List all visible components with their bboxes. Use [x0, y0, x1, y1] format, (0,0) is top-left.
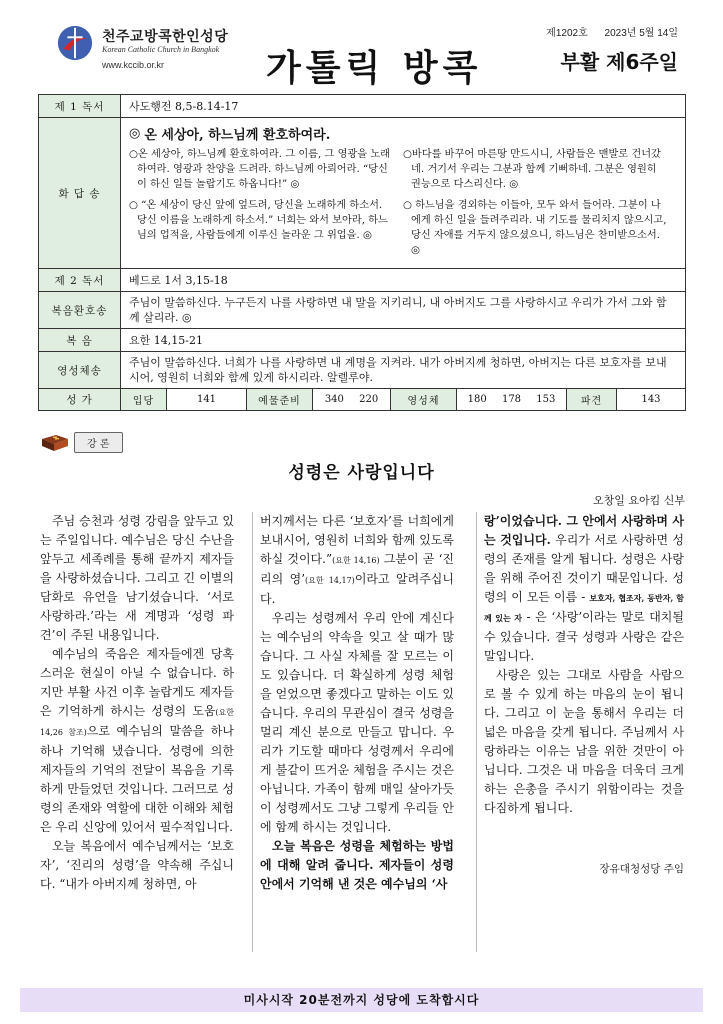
- communion-hymn: 178: [501, 394, 522, 405]
- text-span: 이라고 알려주십니다.: [260, 572, 454, 606]
- sermon-paragraph: [40, 645, 234, 837]
- sermon-paragraph: 주님 승천과 성령 강림을 앞두고 있는 주일입니다. 예수님은 당신 수난을 앞두고 세족례를 통해 끝까지 제자들을 사랑하셨습니다. 그리고 긴 이별의 담화로 유언을 남기셨습니다. ‘서로 사랑하라.’라는 새 계명과 ‘성령 파견’이 주된 내용입니다.: [40, 514, 234, 642]
- page-title: 가톨릭 방콕: [266, 48, 483, 89]
- text-span: 그분이 곧 ‘진리의 영’: [260, 552, 454, 586]
- sermon-author: 오창일 요아킴 신부: [592, 494, 685, 507]
- church-name-english: Korean Catholic Church in Bangkok: [102, 45, 220, 54]
- communion-hymns: [457, 389, 567, 411]
- sermon-title: 성령은 사랑입니다: [288, 463, 435, 483]
- entrance-hymn: 141: [167, 389, 247, 411]
- spirit-names: 보호자, 협조자, 동반자, 함께 있는 자: [484, 593, 684, 623]
- sermon-paragraph: 오늘 복음에서 예수님께서는 ‘보호자’, ‘진리의 성령’을 약속해 주십니다. “내가 아버지께 청하면, 아: [40, 839, 234, 891]
- communion-hymn: 180: [467, 394, 487, 405]
- reading1-row: [39, 95, 686, 118]
- liturgy-table: [38, 94, 686, 411]
- footer-notice: 미사시작 20분전까지 성당에 도착합시다: [20, 988, 703, 1012]
- hymn-row: [39, 389, 686, 411]
- entrance-label: 입당: [121, 389, 167, 411]
- psalm-verse: ○ 하느님을 경외하는 이들아, 모두 와서 들어라. 그분이 나에게 하신 일을 들려주리라. 내 기도를 물리치지 않으시고, 당신 자애를 거두지 않으셨으니, 하느님은 찬미받으소서. ◎: [403, 200, 667, 256]
- sermon-tag: [40, 432, 123, 453]
- reading1-value: 사도행전 8,5-8.14-17: [121, 95, 686, 118]
- refrain-text: 온 세상아, 하느님께 환호하여라.: [144, 128, 331, 143]
- recessional-hymn: 143: [617, 389, 686, 411]
- psalm-row: [39, 118, 686, 269]
- text-span: 버지께서는 다른 ‘보호자’를 너희에게 보내시어, 영원히 너희와 함께 있도록 하실 것이다.”: [260, 514, 454, 566]
- text-span: 랑’이었습니다. 그 안에서 사랑하며 사는 것입니다.: [484, 514, 684, 547]
- alleluia-row: [39, 292, 686, 329]
- scripture-ref: (요한 14,26 참조): [40, 708, 234, 737]
- sermon-column-2: [260, 512, 454, 894]
- psalm-label: 화 답 송: [39, 118, 121, 269]
- text-span: 예수님의 죽음은 제자들에겐 당혹스러운 현실이 아닐 수 없습니다. 하지만 부활 사건 이후 놀랍게도 제자들은 기억하게 하시는 성령의 도움: [40, 647, 234, 718]
- sermon-column-1: [40, 512, 234, 894]
- gospel-label: 복 음: [39, 329, 121, 352]
- scripture-ref: (요한 14,17): [305, 576, 355, 585]
- scripture-ref: (요한 14,16): [332, 556, 380, 565]
- alleluia-value: 주님이 말씀하신다. 누구든지 나를 사랑하면 내 말을 지키리니, 내 아버지도 그를 사랑하시고 우리가 가서 그와 함께 살리라. ◎: [121, 292, 686, 329]
- psalm-refrain: [129, 124, 677, 143]
- sermon-paragraph: [260, 512, 454, 609]
- website-link[interactable]: www.kccib.or.kr: [102, 60, 165, 70]
- offertory-label: 예물준비: [247, 389, 313, 411]
- text-span: 우리가 서로 사랑하면 성령의 존재를 알게 됩니다. 성령은 사랑을 위해 주어진 것이기 때문입니다. 성령의 이 모든 이름 -: [484, 533, 684, 604]
- hymn-label: 성 가: [39, 389, 121, 411]
- sermon-paragraph: [484, 512, 684, 666]
- refrain-mark: ◎: [129, 126, 141, 141]
- gospel-row: [39, 329, 686, 352]
- psalm-verse: ○바다를 바꾸어 마른땅 만드시니, 사람들은 맨발로 건너갔네. 거기서 우리는 그분과 함께 기뻐하네. 그분은 영원히 권능으로 다스리신다. ◎: [403, 149, 661, 190]
- communion-label: 영성체: [391, 389, 457, 411]
- offertory-hymn: 220: [359, 394, 379, 405]
- sermon-paragraph: 오늘 복음은 성령을 체험하는 방법에 대해 알려 줍니다. 제자들이 성령 안에서 기억해 낸 것은 예수님의 ‘사: [260, 839, 454, 891]
- liturgical-week: 부활 제6주일: [560, 50, 678, 74]
- church-logo-icon: [56, 24, 94, 62]
- column-divider: [252, 512, 253, 952]
- text-span: - 은 ‘사랑’이라는 말로 대치될 수 있습니다. 결국 성령과 사랑은 같은 말입니다.: [484, 610, 684, 663]
- sermon-paragraph: 사랑은 있는 그대로 사람을 사람으로 볼 수 있게 하는 마음의 눈이 됩니다. 그리고 이 눈을 통해서 우리는 더 넓은 마음을 갖게 됩니다. 주님께서 사랑하라는 이유는 남을 위한 것만이 아닙니다. 그것은 내 마음을 더욱더 크게 하는 은총을 주시기 위함이라는 것을 다짐하게 됩니다.: [484, 668, 684, 815]
- issue-date: 2023년 5월 14일: [604, 28, 678, 39]
- communion-hymn: 153: [536, 394, 556, 405]
- author-signature: 장유대청성당 주임: [599, 863, 684, 875]
- communion-antiphon-row: [39, 352, 686, 389]
- reading1-label: 제 1 독서: [39, 95, 121, 118]
- church-name: 천주교방콕한인성당: [102, 29, 229, 45]
- page-header: [38, 14, 686, 94]
- bible-icon: [40, 433, 70, 453]
- psalm-verses: [129, 147, 677, 264]
- sermon-column-3: [484, 512, 684, 879]
- psalm-verse: ○ “온 세상이 당신 앞에 엎드려, 당신을 노래하게 하소서. 당신 이름을 노래하게 하소서.” 너희는 와서 보아라, 하느님의 업적을, 사람들에게 이루신 놀라운 그 위업을. ◎: [129, 200, 388, 241]
- issue-number: 제1202호: [546, 28, 588, 39]
- sermon-tag-label: 강 론: [74, 432, 123, 453]
- reading2-value: 베드로 1서 3,15-18: [121, 269, 686, 292]
- gospel-value: 요한 14,15-21: [121, 329, 686, 352]
- psalm-content: [121, 118, 686, 269]
- column-divider: [476, 512, 477, 952]
- recessional-label: 파견: [567, 389, 617, 411]
- text-span: 으로 예수님의 말씀을 하나하나 기억해 냈습니다. 성령에 의한 제자들의 기억의 전달이 복음을 기록하게 만들었던 것입니다. 그러므로 성령의 존재와 역할에 대한 이해와 체험은 우리 신앙에 있어서 필수적입니다.: [40, 724, 234, 834]
- offertory-hymns: [313, 389, 391, 411]
- psalm-verse: ○온 세상아, 하느님께 환호하여라. 그 이름, 그 영광을 노래하여라. 영광과 찬양을 드려라. 하느님께 아뢰어라. “당신이 하신 일들 놀랍기도 하옵니다!” ◎: [129, 149, 391, 190]
- alleluia-label: 복음환호송: [39, 292, 121, 329]
- reading2-row: [39, 269, 686, 292]
- communion-antiphon-value: 주님이 말씀하신다. 너희가 나를 사랑하면 내 계명을 지켜라. 내가 아버지께 청하면, 아버지는 다른 보호자를 보내시어, 영원히 너희와 함께 있게 하시리라. 알렐루야.: [121, 352, 686, 389]
- communion-antiphon-label: 영성체송: [39, 352, 121, 389]
- offertory-hymn: 340: [324, 394, 344, 405]
- sermon-paragraph: 우리는 성령께서 우리 안에 계신다는 예수님의 약속을 잊고 살 때가 많습니다. 그 사실 자체를 잘 모르는 이도 있습니다. 더 확실하게 성령 체험을 얻었으면 좋겠다고 말하는 이도 있습니다. 우리의 무관심이 결국 성령을 멀리 계신 분으로 만들고 맙니다. 우리가 기도할 때마다 성령께서 우리에게 불같이 뜨거운 체험을 주시는 것은 아닙니다. 가족이 함께 매일 살아가듯이 성령께서도 그냥 그렇게 우리들 안에 함께 하시는 것입니다.: [260, 611, 454, 834]
- issue-info: [532, 24, 678, 39]
- reading2-label: 제 2 독서: [39, 269, 121, 292]
